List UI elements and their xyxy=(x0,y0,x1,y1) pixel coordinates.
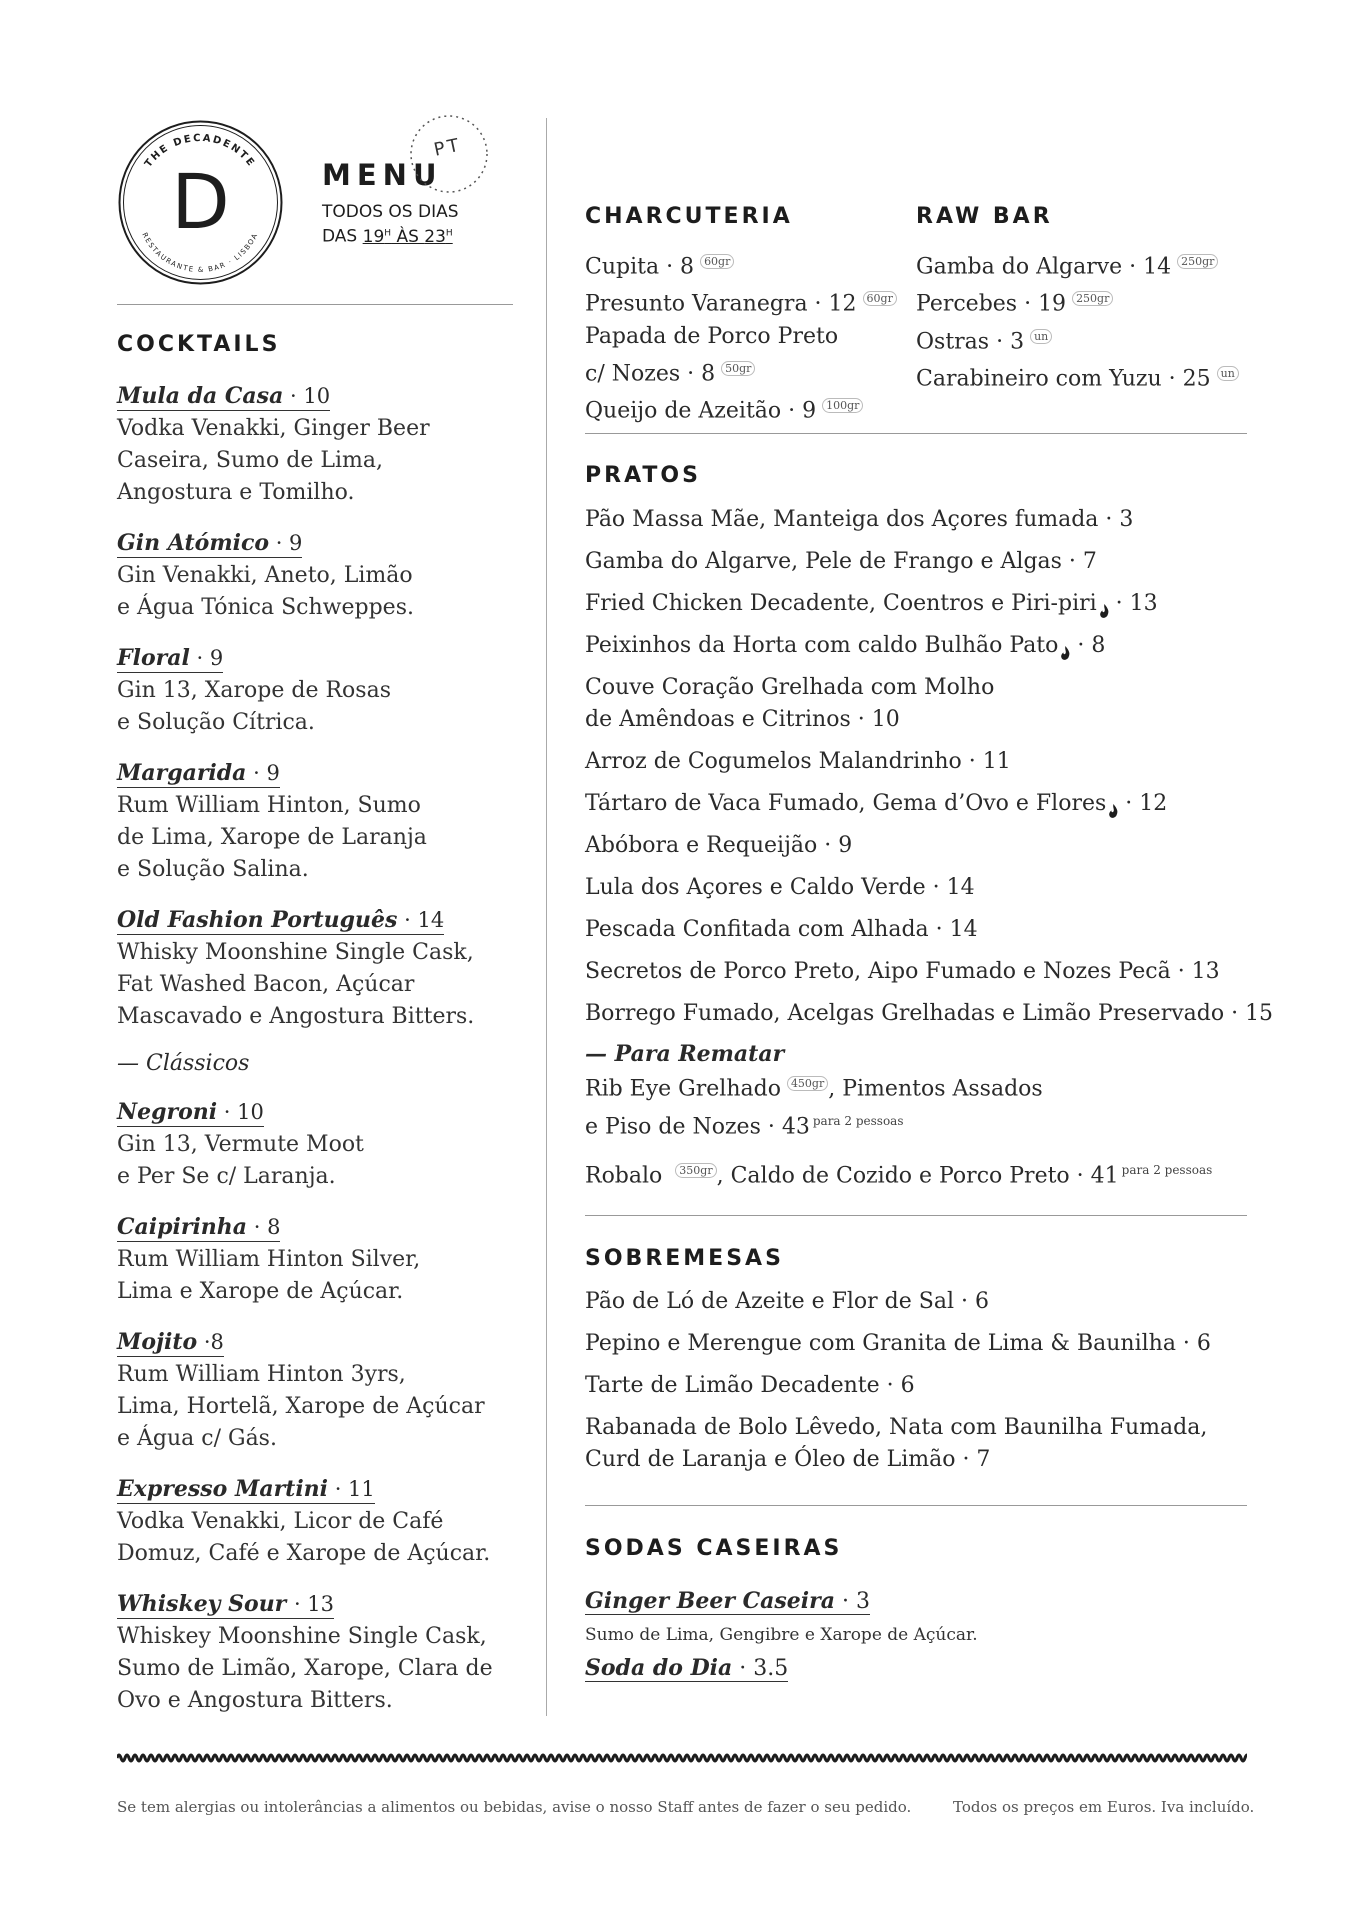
cocktail-description: Vodka Venakki, Ginger Beer xyxy=(117,416,430,441)
charcuteria-item: c/ Nozes · 8 $^{50gr}$ xyxy=(585,353,897,390)
cocktail-description: e Água Tónica Schweppes. xyxy=(117,595,414,620)
cocktail-item xyxy=(117,1588,517,1717)
portion-size: 50gr xyxy=(721,361,755,376)
cocktail-name: Margarida · 9 xyxy=(117,760,280,786)
cocktail-name: Caipirinha · 8 xyxy=(117,1214,281,1240)
cocktail-item xyxy=(117,904,517,1033)
cocktail-name: Gin Atómico · 9 xyxy=(117,530,303,556)
soda-item-ginger: Ginger Beer Caseira · 3 xyxy=(585,1588,870,1614)
cocktail-item xyxy=(117,1211,517,1308)
cocktail-description: Whiskey Moonshine Single Cask, xyxy=(117,1624,487,1649)
sodas-list xyxy=(585,1585,1285,1685)
restaurant-logo xyxy=(117,119,284,286)
divider-pratos xyxy=(585,1215,1247,1216)
divider-sobremesas xyxy=(585,1505,1247,1506)
portion-size: 250gr xyxy=(1177,254,1218,269)
classicos-label: — Clássicos xyxy=(117,1051,250,1076)
portion-size: 60gr xyxy=(700,254,734,269)
cocktail-item xyxy=(117,1473,517,1570)
cocktail-description: Vodka Venakki, Licor de Café xyxy=(117,1509,444,1534)
charcuteria-list xyxy=(585,246,897,427)
prato-item: Tártaro de Vaca Fumado, Gema d’Ovo e Flores · 12 xyxy=(585,791,1168,816)
cocktail-description: Sumo de Limão, Xarope, Clara de xyxy=(117,1656,493,1681)
schedule-line1: TODOS OS DIAS xyxy=(322,202,459,222)
prato-item-robalo: Robalo $^{350gr}$ , Caldo de Cozido e Porco Preto · 41 $^{para 2 pessoas}$ xyxy=(585,1162,1213,1188)
cocktail-description: Caseira, Sumo de Lima, xyxy=(117,448,383,473)
cocktail-description: Gin Venakki, Aneto, Limão xyxy=(117,563,413,588)
prato-item-rib-eye: Rib Eye Grelhado $^{450gr}$ , Pimentos Assados e Piso de Nozes · 43 $^{para 2 pessoas}$ xyxy=(585,1076,1043,1140)
cocktail-name: Mojito ·8 xyxy=(117,1329,224,1355)
cocktail-item xyxy=(117,642,517,739)
cocktail-description: e Per Se c/ Laranja. xyxy=(117,1164,336,1189)
prato-item: Pão Massa Mãe, Manteiga dos Açores fumada · 3 xyxy=(585,507,1134,532)
prato-item: Arroz de Cogumelos Malandrinho · 11 xyxy=(585,749,1011,774)
portion-size: 100gr xyxy=(822,398,863,413)
sobremesa-item: Pepino e Merengue com Granita de Lima & Baunilha · 6 xyxy=(585,1331,1211,1356)
cocktail-description: Gin 13, Xarope de Rosas xyxy=(117,678,391,703)
portion-size: 60gr xyxy=(863,291,897,306)
cocktail-description: Gin 13, Vermute Moot xyxy=(117,1132,364,1157)
prato-item: Gamba do Algarve, Pele de Frango e Algas · 7 xyxy=(585,549,1097,574)
cocktail-item xyxy=(117,757,517,886)
raw-bar-item: Carabineiro com Yuzu · 25 $^{un}$ xyxy=(916,358,1239,395)
divider-charcuteria xyxy=(585,433,1247,434)
soda-item-dia: Soda do Dia · 3.5 xyxy=(585,1655,789,1681)
cocktail-description: Rum William Hinton 3yrs, xyxy=(117,1362,406,1387)
sobremesa-item: Pão de Ló de Azeite e Flor de Sal · 6 xyxy=(585,1289,989,1314)
sodas-heading: SODAS CASEIRAS xyxy=(585,1536,843,1561)
pratos-heading: PRATOS xyxy=(585,463,701,488)
schedule xyxy=(322,202,459,248)
prato-item: Couve Coração Grelhada com Molho de Amêndoas e Citrinos · 10 xyxy=(585,675,995,732)
charcuteria-item: Presunto Varanegra · 12 $^{60gr}$ xyxy=(585,283,897,320)
raw-bar-item: Percebes · 19 $^{250gr}$ xyxy=(916,283,1239,320)
allergy-note: Se tem alergias ou intolerâncias a alimentos ou bebidas, avise o nosso Staff antes de fazer o seu pedido. xyxy=(117,1798,912,1816)
para-rematar-label: — Para Rematar xyxy=(585,1041,785,1067)
decorative-wave-border xyxy=(117,1752,1247,1764)
logo-top-text: THE DECADENTE xyxy=(143,132,257,170)
sobremesa-item: Rabanada de Bolo Lêvedo, Nata com Baunilha Fumada, Curd de Laranja e Óleo de Limão · 7 xyxy=(585,1415,1208,1472)
prato-item: Secretos de Porco Preto, Aipo Fumado e Nozes Pecã · 13 xyxy=(585,959,1220,984)
sobremesa-item: Tarte de Limão Decadente · 6 xyxy=(585,1373,915,1398)
cocktail-description: Lima e Xarope de Açúcar. xyxy=(117,1279,404,1304)
spicy-icon xyxy=(1108,797,1118,811)
raw-bar-item: Ostras · 3 $^{un}$ xyxy=(916,321,1239,358)
cocktail-description: Mascavado e Angostura Bitters. xyxy=(117,1004,475,1029)
column-divider xyxy=(546,118,547,1716)
cocktail-name: Expresso Martini · 11 xyxy=(117,1476,375,1502)
logo-letter: D xyxy=(171,157,230,246)
cocktail-name: Floral · 9 xyxy=(117,645,224,671)
cocktail-description: Rum William Hinton Silver, xyxy=(117,1247,421,1272)
pratos-list xyxy=(585,504,1285,1202)
sobremesas-heading: SOBREMESAS xyxy=(585,1246,784,1271)
language-badge[interactable] xyxy=(408,113,490,195)
cocktail-name: Mula da Casa · 10 xyxy=(117,383,331,409)
header-divider xyxy=(117,304,513,305)
cocktail-description: Ovo e Angostura Bitters. xyxy=(117,1688,393,1713)
portion-size: un xyxy=(1030,329,1052,344)
cocktail-description: Angostura e Tomilho. xyxy=(117,480,355,505)
prato-item: Pescada Confitada com Alhada · 14 xyxy=(585,917,978,942)
prato-item: Abóbora e Requeijão · 9 xyxy=(585,833,853,858)
cocktail-item xyxy=(117,527,517,624)
prices-note: Todos os preços em Euros. Iva incluído. xyxy=(953,1798,1255,1816)
cocktail-description: Whisky Moonshine Single Cask, xyxy=(117,940,474,965)
charcuteria-item: Queijo de Azeitão · 9 $^{100gr}$ xyxy=(585,390,897,427)
sobremesas-list xyxy=(585,1286,1285,1486)
portion-size: 250gr xyxy=(1072,291,1113,306)
charcuteria-item: Papada de Porco Preto xyxy=(585,323,839,349)
cocktails-list xyxy=(117,380,517,1735)
raw-bar-item: Gamba do Algarve · 14 $^{250gr}$ xyxy=(916,246,1239,283)
spicy-icon xyxy=(1099,597,1109,611)
schedule-line2: DAS $19^H$ ÀS $23^H$ xyxy=(322,226,453,247)
charcuteria-item: Cupita · 8 $^{60gr}$ xyxy=(585,246,897,283)
cocktail-description: de Lima, Xarope de Laranja xyxy=(117,825,427,850)
language-label: PT xyxy=(432,134,464,161)
raw-bar-list xyxy=(916,246,1239,395)
soda-ginger-desc: Sumo de Lima, Gengibre e Xarope de Açúcar. xyxy=(585,1625,978,1645)
cocktail-item xyxy=(117,380,517,509)
cocktail-description: Domuz, Café e Xarope de Açúcar. xyxy=(117,1541,491,1566)
cocktail-name: Old Fashion Português · 14 xyxy=(117,907,445,933)
cocktail-name: Negroni · 10 xyxy=(117,1099,264,1125)
portion-size: un xyxy=(1217,366,1239,381)
cocktail-description: e Água c/ Gás. xyxy=(117,1426,277,1451)
cocktail-description: Rum William Hinton, Sumo xyxy=(117,793,421,818)
cocktail-description: Lima, Hortelã, Xarope de Açúcar xyxy=(117,1394,485,1419)
cocktail-description: e Solução Salina. xyxy=(117,857,309,882)
cocktails-heading: COCKTAILS xyxy=(117,332,281,357)
cocktail-name: Whiskey Sour · 13 xyxy=(117,1591,335,1617)
raw-bar-heading: RAW BAR xyxy=(916,204,1053,229)
cocktail-item xyxy=(117,1326,517,1455)
prato-item: Fried Chicken Decadente, Coentros e Piri-piri · 13 xyxy=(585,591,1158,616)
prato-item: Peixinhos da Horta com caldo Bulhão Pato · 8 xyxy=(585,633,1106,658)
spicy-icon xyxy=(1060,639,1070,653)
menu-title: MENU xyxy=(322,158,443,192)
cocktail-item xyxy=(117,1096,517,1193)
cocktail-description: Fat Washed Bacon, Açúcar xyxy=(117,972,415,997)
prato-item: Borrego Fumado, Acelgas Grelhadas e Limão Preservado · 15 xyxy=(585,1001,1274,1026)
logo-bottom-text: RESTAURANTE & BAR · LISBOA xyxy=(140,231,260,275)
cocktail-description: e Solução Cítrica. xyxy=(117,710,315,735)
charcuteria-heading: CHARCUTERIA xyxy=(585,204,793,229)
prato-item: Lula dos Açores e Caldo Verde · 14 xyxy=(585,875,975,900)
